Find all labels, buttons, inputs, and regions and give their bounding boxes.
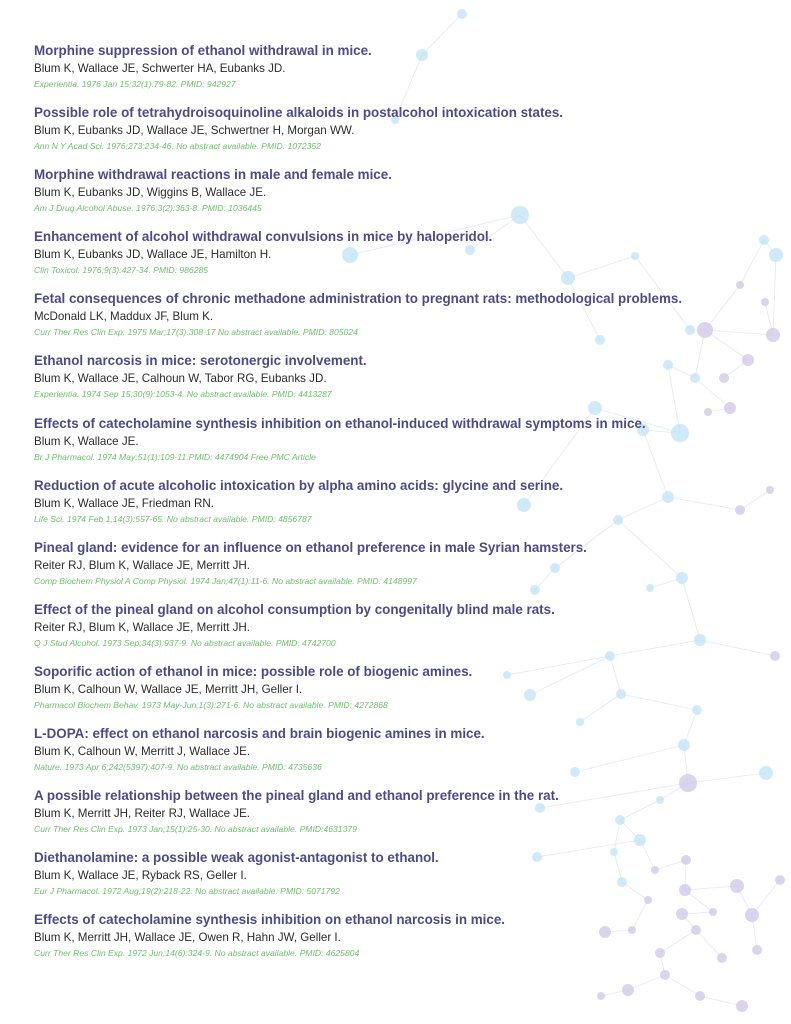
reference-title[interactable]: Effects of catecholamine synthesis inhibition on ethanol-induced withdrawal symptoms in mice. (34, 415, 646, 431)
reference-title[interactable]: L-DOPA: effect on ethanol narcosis and brain biogenic amines in mice. (34, 726, 485, 742)
reference-source: Comp Biochem Physiol A Comp Physiol. 1974 Jan;47(1):11-6. No abstract available. PMID: 4148997 (34, 575, 417, 586)
reference-source: Q J Stud Alcohol. 1973 Sep;34(3):937-9. No abstract available. PMID: 4742700 (34, 637, 336, 648)
network-node (597, 992, 605, 1000)
reference-title[interactable]: Soporific action of ethanol in mice: possible role of biogenic amines. (34, 663, 473, 679)
reference-item (34, 911, 734, 973)
network-node (775, 875, 785, 885)
reference-authors: Reiter RJ, Blum K, Wallace JE, Merritt JH. (34, 558, 251, 572)
network-node (742, 354, 754, 366)
reference-authors: Blum K, Calhoun W, Merritt J, Wallace JE. (34, 745, 251, 759)
reference-authors: Blum K, Wallace JE, Calhoun W, Tabor RG, Eubanks JD. (34, 372, 327, 386)
network-node (759, 766, 773, 780)
network-node (736, 281, 744, 289)
network-node (769, 248, 783, 262)
network-edge (665, 975, 700, 996)
reference-item (34, 166, 734, 228)
reference-authors: Blum K, Wallace JE, Friedman RN. (34, 496, 214, 510)
reference-source: Ann N Y Acad Sci. 1976;273:234-46. No abstract available. PMID: 1072352 (34, 141, 321, 152)
network-node (770, 651, 780, 661)
reference-authors: Blum K, Eubanks JD, Wallace JE, Schwertner H, Morgan WW. (34, 124, 355, 138)
reference-item (34, 849, 734, 911)
reference-title[interactable]: Diethanolamine: a possible weak agonist-antagonist to ethanol. (34, 850, 439, 866)
reference-source: Nature. 1973 Apr 6;242(5397):407-9. No abstract available. PMID: 4735636 (34, 762, 322, 773)
reference-item (34, 104, 734, 166)
reference-source: Br J Pharmacol. 1974 May;51(1):109-11.PMID: 4474904 Free PMC Article (34, 451, 316, 462)
network-node (761, 298, 769, 306)
reference-title[interactable]: Effect of the pineal gland on alcohol consumption by congenitally blind male rats. (34, 601, 555, 617)
reference-item (34, 42, 734, 104)
reference-item (34, 539, 734, 601)
reference-authors: Blum K, Wallace JE, Ryback RS, Geller I. (34, 869, 247, 883)
network-node (736, 1000, 748, 1012)
reference-title[interactable]: Pineal gland: evidence for an influence on ethanol preference in male Syrian hamsters. (34, 539, 587, 555)
reference-item (34, 228, 734, 290)
reference-title[interactable]: Enhancement of alcohol withdrawal convulsions in mice by haloperidol. (34, 229, 493, 245)
network-edge (773, 255, 776, 335)
reference-source: Eur J Pharmacol. 1972 Aug;19(2):218-22. No abstract available. PMID: 5071792 (34, 886, 340, 897)
reference-title[interactable]: Ethanol narcosis in mice: serotonergic involvement. (34, 353, 367, 369)
reference-source: Experientia. 1974 Sep 15;30(9):1053-4. No abstract available. PMID: 4413287 (34, 389, 332, 400)
network-node (766, 328, 780, 342)
reference-item (34, 477, 734, 539)
reference-item (34, 352, 734, 414)
network-edge (740, 240, 764, 285)
reference-item (34, 601, 734, 663)
network-edge (700, 996, 742, 1006)
reference-source: Curr Ther Res Clin Exp. 1973 Jan;15(1):25-30. No abstract available. PMID:4631379 (34, 824, 357, 835)
reference-title[interactable]: Morphine withdrawal reactions in male and female mice. (34, 167, 392, 183)
network-edge (740, 490, 770, 510)
reference-item (34, 290, 734, 352)
network-node (622, 984, 634, 996)
reference-source: Curr Ther Res Clin Exp. 1975 Mar;17(3):308-17 No abstract available. PMID: 805024 (34, 327, 358, 338)
reference-source: Curr Ther Res Clin Exp. 1972 Jun;14(6):324-9. No abstract available. PMID: 4625804 (34, 948, 360, 959)
reference-item (34, 787, 734, 849)
reference-authors: Blum K, Wallace JE. (34, 434, 139, 448)
reference-authors: Blum K, Calhoun W, Wallace JE, Merritt JH, Geller I. (34, 682, 303, 696)
reference-title[interactable]: Reduction of acute alcoholic intoxication by alpha amino acids: glycine and serine. (34, 477, 564, 493)
network-node (745, 908, 759, 922)
network-node (766, 486, 774, 494)
reference-source: Am J Drug Alcohol Abuse. 1976;3(2):363-8. PMID: 1036445 (34, 203, 262, 214)
network-node (457, 9, 467, 19)
reference-authors: Blum K, Merritt JH, Reiter RJ, Wallace JE. (34, 807, 251, 821)
reference-authors: Reiter RJ, Blum K, Wallace JE, Merritt JH. (34, 620, 251, 634)
reference-authors: Blum K, Wallace JE, Schwerter HA, Eubanks JD. (34, 62, 286, 75)
reference-authors: Blum K, Merritt JH, Wallace JE, Owen R, Hahn JW, Geller I. (34, 931, 341, 945)
network-node (752, 945, 762, 955)
network-node (695, 991, 705, 1001)
network-node (759, 235, 769, 245)
reference-source: Life Sci. 1974 Feb 1;14(3):557-65. No abstract available. PMID: 4856787 (34, 513, 312, 524)
reference-list (34, 42, 734, 973)
reference-item (34, 415, 734, 477)
reference-title[interactable]: Fetal consequences of chronic methadone administration to pregnant rats: methodological problems. (34, 291, 683, 307)
network-node (735, 505, 745, 515)
reference-authors: Blum K, Eubanks JD, Wiggins B, Wallace JE. (34, 186, 267, 200)
reference-item (34, 663, 734, 725)
reference-authors: McDonald LK, Maddux JF, Blum K. (34, 310, 214, 324)
reference-title[interactable]: Effects of catecholamine synthesis inhibition on ethanol narcosis in mice. (34, 912, 506, 928)
reference-item (34, 725, 734, 787)
reference-source: Clin Toxicol. 1976;9(3):427-34. PMID: 986285 (34, 265, 209, 276)
reference-title[interactable]: Possible role of tetrahydroisoquinoline alkaloids in postalcohol intoxication states. (34, 105, 564, 121)
reference-source: Pharmacol Biochem Behav. 1973 May-Jun;1(3):271-6. No abstract available. PMID: 4272868 (34, 699, 388, 710)
reference-source: Experientia. 1976 Jan 15;32(1):79-82. PMID: 942927 (34, 79, 236, 89)
reference-authors: Blum K, Eubanks JD, Wallace JE, Hamilton H. (34, 248, 272, 262)
reference-title[interactable]: Morphine suppression of ethanol withdrawal in mice. (34, 43, 372, 58)
reference-title[interactable]: A possible relationship between the pineal gland and ethanol preference in the rat. (34, 788, 559, 804)
